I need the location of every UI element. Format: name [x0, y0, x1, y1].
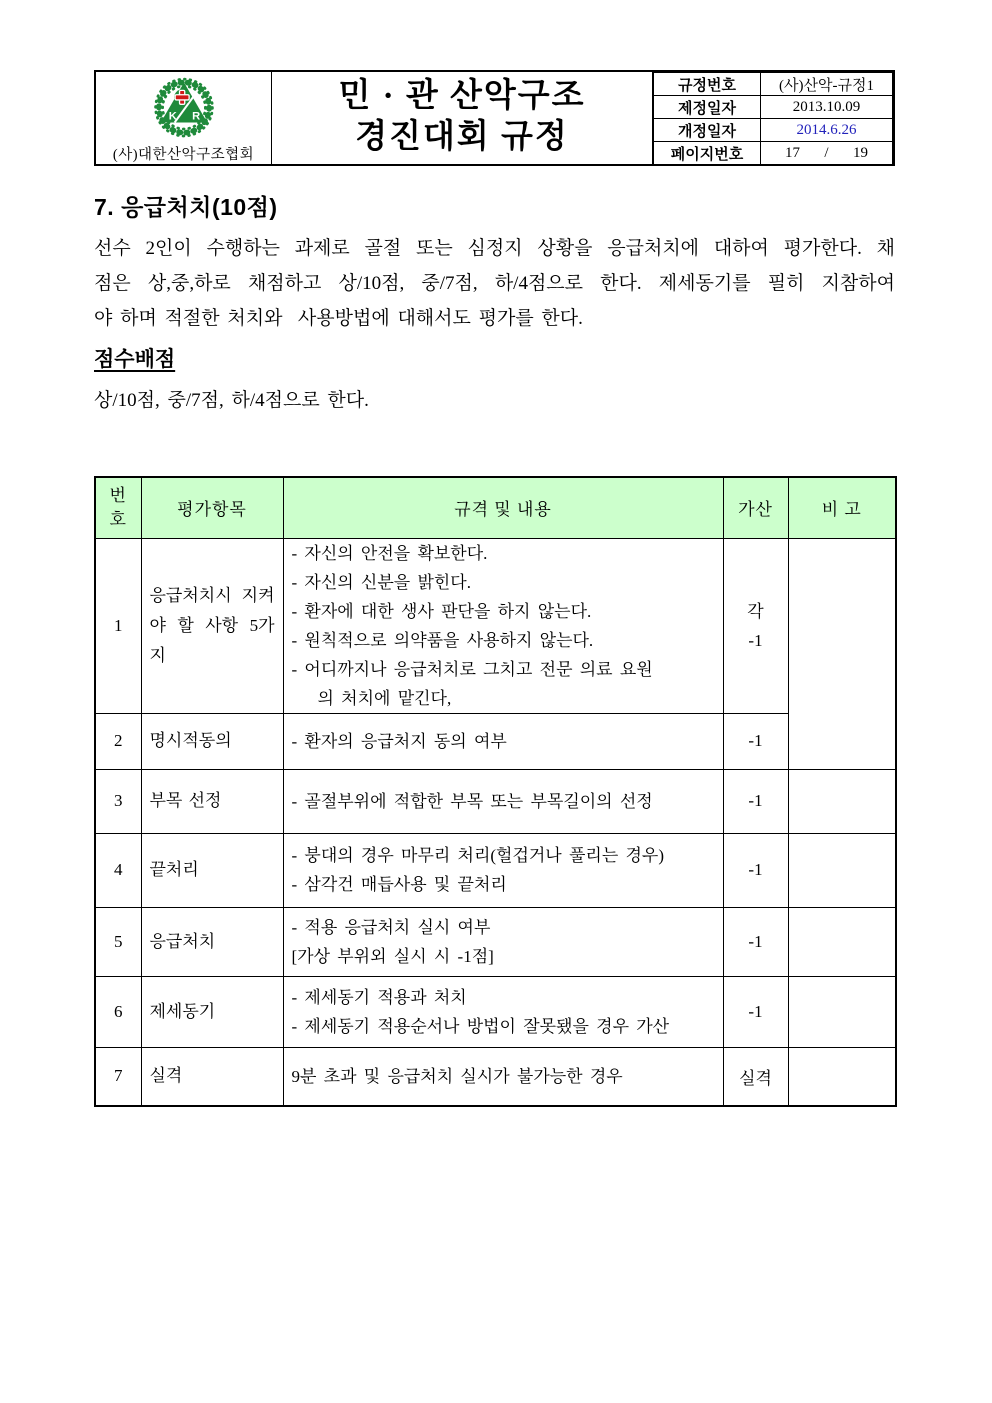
content-cell [283, 769, 723, 833]
penalty-cell: 실격 [723, 1047, 788, 1106]
item-cell: 제세동기 [141, 976, 283, 1047]
content-line: [가상 부위외 실시 시 -1점] [291, 946, 494, 966]
info-row-page-number [654, 142, 893, 165]
content-cell [283, 833, 723, 907]
regulation-info-cell [653, 72, 893, 164]
column-header-number: 번호 [95, 477, 141, 538]
item-cell: 응급처치 [141, 907, 283, 976]
info-row-enactment-date [654, 96, 893, 119]
title-cell [272, 72, 653, 164]
body-line: 선수 2인이 수행하는 과제로 골절 또는 심정지 상황을 응급처치에 대하여 평가한다. 채 [94, 238, 895, 259]
section-body [94, 231, 895, 336]
row-number-cell: 5 [95, 907, 141, 976]
red-cross-icon [174, 89, 190, 105]
penalty-cell: -1 [723, 976, 788, 1047]
logo-cell [96, 72, 272, 164]
column-header-content: 규격 및 내용 [283, 477, 723, 538]
regulation-number-value: (사)산악-규정1 [761, 73, 893, 96]
content-cell [283, 713, 723, 769]
penalty-line: -1 [748, 630, 763, 650]
content-line: - 붕대의 경우 마무리 처리(헐겁거나 풀리는 경우) [291, 846, 665, 865]
organization-name: (사)대한산악구조협회 [112, 147, 255, 163]
document-content [94, 70, 895, 1107]
page-separator: / [824, 144, 829, 161]
body-line: 야 하며 적절한 처치와 사용방법에 대해서도 평가를 한다. [94, 308, 583, 329]
penalty-line: 각 [747, 601, 764, 621]
content-cell [283, 907, 723, 976]
penalty-cell [723, 538, 788, 713]
row-number-cell: 4 [95, 833, 141, 907]
content-line: - 어디까지나 응급처치로 그치고 전문 의료 요원 [291, 659, 653, 679]
content-line: - 골절부위에 적합한 부목 또는 부목길이의 선정 [291, 791, 653, 811]
penalty-cell: -1 [723, 769, 788, 833]
score-allocation-text: 상/10점, 중/7점, 하/4점으로 한다. [94, 390, 369, 411]
document-header [94, 70, 895, 166]
page-total: 19 [852, 144, 868, 161]
page-current: 17 [785, 144, 800, 161]
info-label: 페이지번호 [654, 142, 761, 165]
content-line: - 원칙적으로 의약품을 사용하지 않는다. [291, 630, 594, 650]
content-line: - 자신의 안전을 확보한다. [291, 543, 488, 563]
table-header-row [95, 477, 896, 538]
note-cell [788, 833, 896, 907]
content-cell [283, 976, 723, 1047]
score-allocation-subheading: 점수배점 [94, 348, 176, 371]
table-row [95, 538, 896, 713]
column-header-note: 비 고 [788, 477, 896, 538]
note-cell [788, 976, 896, 1047]
info-row-regulation-number [654, 73, 893, 96]
table-row [95, 976, 896, 1047]
document-title-line2: 경진대회 규정 [355, 119, 569, 155]
penalty-cell: -1 [723, 907, 788, 976]
item-cell: 끝처리 [141, 833, 283, 907]
body-line: 점은 상,중,하로 채점하고 상/10점, 중/7점, 하/4점으로 한다. 제세동기를 필히 지참하여 [94, 273, 895, 294]
info-label: 규정번호 [654, 73, 761, 96]
table-row [95, 1047, 896, 1106]
content-line: - 환자의 응급처지 동의 여부 [291, 731, 507, 751]
penalty-cell: -1 [723, 833, 788, 907]
row-number-cell: 2 [95, 713, 141, 769]
evaluation-table [94, 476, 897, 1107]
table-row [95, 769, 896, 833]
page-number-value [761, 142, 893, 165]
content-line: 9분 초과 및 응급처치 실시가 불가능한 경우 [291, 1066, 623, 1086]
revision-date-value: 2014.6.26 [761, 119, 893, 142]
column-header-penalty: 가산 [723, 477, 788, 538]
content-line: - 제세동기 적용순서나 방법이 잘못됐을 경우 가산 [291, 1016, 670, 1036]
note-cell [788, 538, 896, 769]
table-row [95, 833, 896, 907]
row-number-cell: 6 [95, 976, 141, 1047]
content-line: - 자신의 신분을 밝힌다. [291, 572, 471, 592]
content-line: - 환자에 대한 생사 판단을 하지 않는다. [291, 601, 592, 621]
content-line: - 적용 응급처치 실시 여부 [291, 917, 491, 937]
regulation-info-table [653, 72, 893, 165]
note-cell [788, 1047, 896, 1106]
item-cell: 부목 선정 [141, 769, 283, 833]
table-row [95, 713, 896, 769]
item-cell: 실격 [141, 1047, 283, 1106]
table-row [95, 907, 896, 976]
penalty-cell: -1 [723, 713, 788, 769]
info-label: 개정일자 [654, 119, 761, 142]
note-cell [788, 907, 896, 976]
note-cell [788, 769, 896, 833]
item-cell: 응급처치시 지켜야 할 사항 5가지 [141, 538, 283, 713]
info-row-revision-date [654, 119, 893, 142]
document-title-line1: 민 · 관 산악구조 [338, 78, 586, 114]
item-cell: 명시적동의 [141, 713, 283, 769]
section-heading: 7. 응급처치(10점) [94, 194, 278, 220]
logo-letter-r: R [191, 110, 200, 123]
enactment-date-value: 2013.10.09 [761, 96, 893, 119]
content-cell [283, 1047, 723, 1106]
row-number-cell: 1 [95, 538, 141, 713]
row-number-cell: 3 [95, 769, 141, 833]
column-header-item: 평가항목 [141, 477, 283, 538]
content-line: - 제세동기 적용과 처치 [291, 987, 467, 1007]
content-cell [283, 538, 723, 713]
logo-letter-k: K [168, 110, 177, 123]
row-number-cell: 7 [95, 1047, 141, 1106]
info-label: 제정일자 [654, 96, 761, 119]
content-line: - 삼각건 매듭사용 및 끝처리 [291, 875, 507, 894]
association-logo-icon [148, 75, 220, 142]
content-line: 의 처치에 맡긴다, [317, 688, 452, 708]
